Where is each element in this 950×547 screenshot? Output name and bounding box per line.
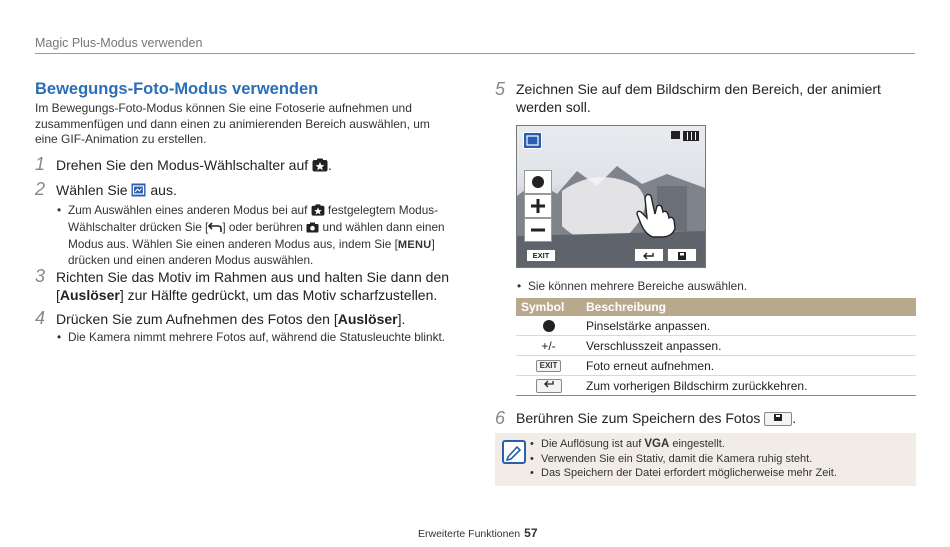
motion-photo-mode-icon [523,132,542,149]
save-button[interactable] [667,248,697,262]
step-5-number: 5 [495,79,506,99]
back-arrow-icon [208,222,222,237]
description-cell: Pinselstärke anpassen. [581,316,916,336]
note-box [495,433,916,486]
symbol-table [516,298,916,396]
magic-plus-mode-icon [312,158,328,176]
step-5-text: Zeichnen Sie auf dem Bildschirm den Bereich, der animiert werden soll. [516,81,881,115]
plus-button[interactable] [524,194,552,218]
step-number: 1 [35,154,46,174]
symbol-cell [516,376,581,396]
hand-drawing-icon [635,192,679,243]
table-row [516,316,916,336]
table-header-description: Beschreibung [581,298,916,316]
note-item: • Verwenden Sie ein Stativ, damit die Kamera ruhig steht. [529,452,916,467]
step-3: 3 Richten Sie das Motiv im Rahmen aus und halten Sie dann den [Auslöser] zur Hälfte gedrückt, um das Motiv scharfzustellen. [35,266,450,303]
back-key-icon [536,379,562,393]
running-header: Magic Plus-Modus verwenden [35,36,203,50]
note-icon [502,440,526,464]
page-footer [418,526,538,540]
symbol-cell: +/- [516,336,581,356]
dot-icon [532,176,544,188]
camera-icon [306,222,319,237]
camera-screen-illustration [516,125,706,268]
step-4: 4 Drücken Sie zum Aufnehmen des Fotos den [Auslöser]. • Die Kamera nimmt mehrere Fotos auf, während die Statusleuchte blinkt. [35,310,455,345]
step-1: 1 Drehen Sie den Modus-Wählschalter auf . [35,154,332,174]
table-header-row [516,298,916,316]
card-icon [671,131,680,139]
table-header-symbol: Symbol [516,298,581,316]
intro-paragraph: Im Bewegungs-Foto-Modus können Sie eine Fotoserie aufnehmen und zusammenfügen und dann einen zu animierenden Bereich auswählen, um eine GIF-Animation zu erstellen. [35,101,430,146]
note-item: • Das Speichern der Datei erfordert möglicherweise mehr Zeit. [529,466,916,481]
vga-label: VGA [644,438,670,450]
description-cell: Foto erneut aufnehmen. [581,356,916,376]
shutter-label: Auslöser [59,287,120,303]
step-4-bullet: • Die Kamera nimmt mehrere Fotos auf, während die Statusleuchte blinkt. [56,330,455,345]
exit-button[interactable]: EXIT [526,249,556,262]
description-cell: Zum vorherigen Bildschirm zurückkehren. [581,376,916,396]
minus-button[interactable] [524,218,552,242]
step-2-bullet: • Zum Auswählen eines anderen Modus bei auf festgelegtem Modus-Wählschalter drücken Sie [ ] oder berühren und wählen dann einen Modus aus. Wählen Sie einen anderen Modus aus, indem Sie [MENU] drücken und einen anderen Modus auswählen. [56,203,455,268]
motion-photo-icon [131,183,146,201]
battery-icon [683,131,699,141]
step-2: 2 Wählen Sie aus. • Zum Auswählen eines anderen Modus bei auf festgelegtem Modus-Wählschalter drücken Sie [ ] oder berühren und wählen dann einen Modus aus. Wählen Sie einen anderen Modus aus, indem Sie [MENU] drücken und einen anderen Modus auswählen. [35,181,455,268]
symbol-cell [516,356,581,376]
table-row [516,336,916,356]
page-number: 57 [524,526,538,540]
magic-plus-mode-icon [311,204,325,220]
step-6-text: Berühren Sie zum Speichern des Fotos . [516,410,797,426]
back-button[interactable] [634,248,664,262]
symbol-cell [516,316,581,336]
description-cell: Verschlusszeit anpassen. [581,336,916,356]
note-item: • Die Auflösung ist auf VGA eingestellt. [529,437,916,452]
save-key-icon [764,412,792,426]
section-title: Bewegungs-Foto-Modus verwenden [35,80,319,98]
brush-size-button[interactable] [524,170,552,194]
footer-section-label: Erweiterte Funktionen [418,528,521,540]
shutter-label: Auslöser [337,311,398,327]
dot-icon [543,320,555,332]
select-note: • Sie können mehrere Bereiche auswählen. [516,279,747,293]
step-6-number: 6 [495,408,506,428]
table-row [516,376,916,396]
exit-key-icon: EXIT [536,360,562,372]
table-row [516,356,916,376]
header-divider [35,53,915,54]
